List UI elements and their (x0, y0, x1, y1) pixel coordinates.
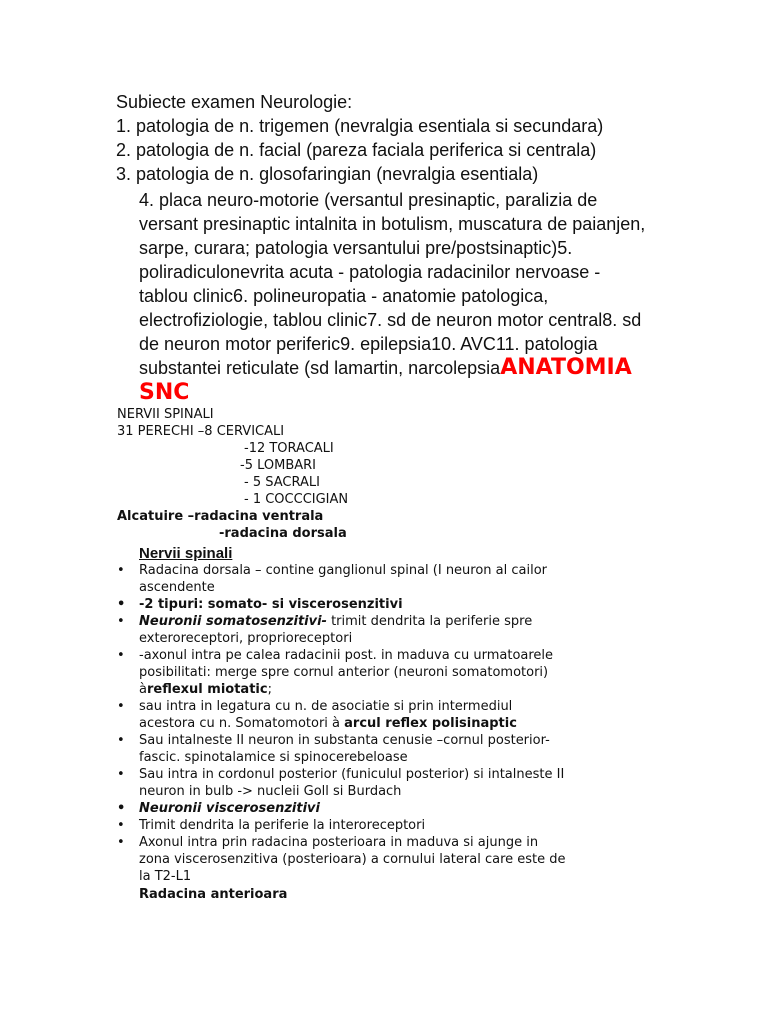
bullet-line: neuron in bulb -> nucleii Goll si Burdach (139, 784, 402, 799)
dorsala-line: -radacina dorsala (219, 526, 347, 541)
bullet-item (139, 834, 659, 885)
bullet-line (139, 613, 659, 630)
bullet-icon: • (117, 835, 125, 850)
bullet-line: zona viscerosenzitiva (posterioara) a cornului lateral care este de (139, 852, 566, 867)
topics-paragraph (139, 188, 659, 380)
bullet-line (139, 715, 659, 732)
bullet-line: Axonul intra prin radacina posterioara in maduva si ajunge in (139, 835, 539, 850)
bullet-icon: • (117, 767, 125, 782)
bullet-item (139, 800, 659, 817)
bullet-icon: • (117, 733, 125, 748)
topic-2: 2. patologia de n. facial (pareza faciala periferica si centrala) (116, 140, 597, 160)
exam-title: Subiecte examen Neurologie: (116, 92, 353, 112)
toracali-line: -12 TORACALI (244, 441, 334, 456)
bullet-line: Radacina dorsala – contine ganglionul spinal (I neuron al cailor (139, 563, 548, 578)
bold-term: arcul reflex polisinaptic (344, 716, 517, 731)
bullet-icon: • (117, 801, 126, 816)
paragraph-line: versant presinaptic intalnita in botulism, muscatura de paianjen, (139, 214, 646, 234)
topic-3: 3. patologia de n. glosofaringian (nevralgia esentiala) (116, 164, 539, 184)
sacrali-line: - 5 SACRALI (244, 475, 320, 490)
bullet-line: -axonul intra pe calea radacinii post. in maduva cu urmatoarele (139, 648, 554, 663)
bullet-icon: • (117, 563, 125, 578)
bullet-line: -2 tipuri: somato- si viscerosenzitivi (139, 597, 403, 612)
bullet-line: Trimit dendrita la periferie la interoreceptori (139, 818, 426, 833)
bullet-line (139, 681, 659, 698)
coccigian-line: - 1 COCCCIGIAN (244, 492, 349, 507)
bullet-item (139, 732, 659, 766)
nervii-spinali-subheading: Nervii spinali (139, 545, 233, 562)
anatomia-heading: ANATOMIA (500, 355, 632, 380)
bullet-line: sau intra in legatura cu n. de asociatie si prin intermediul (139, 699, 513, 714)
snc-heading: SNC (139, 380, 190, 405)
bullet-item (139, 613, 659, 647)
paragraph-line (139, 356, 659, 380)
bullet-item (139, 562, 659, 596)
paragraph-line: electrofiziologie, tablou clinic7. sd de neuron motor central8. sd (139, 310, 642, 330)
bullet-line: ascendente (139, 580, 215, 595)
bullet-line: Sau intalneste II neuron in substanta cenusie –cornul posterior- (139, 733, 550, 748)
paragraph-line: tablou clinic6. polineuropatia - anatomie patologica, (139, 286, 549, 306)
lombari-line: -5 LOMBARI (240, 458, 317, 473)
paragraph-last-text: substantei reticulate (sd lamartin, narcolepsia (139, 358, 501, 378)
alcatuire-line: Alcatuire –radacina ventrala (117, 509, 324, 524)
exam-topics (116, 90, 656, 380)
bullet-line: posibilitati: merge spre cornul anterior (neuroni somatomotori) (139, 665, 549, 680)
bullet-text: acestora cu n. Somatomotori à (139, 716, 345, 731)
bullet-text: ; (267, 682, 272, 697)
paragraph-line: sarpe, curara; patologia versantului pre/postsinaptic)5. (139, 238, 573, 258)
bullet-item (139, 647, 659, 698)
radacina-anterioara-heading: Radacina anterioara (139, 887, 288, 902)
bullet-icon: • (117, 614, 125, 629)
bullet-line: la T2-L1 (139, 869, 192, 884)
bullet-item (139, 817, 659, 834)
bullet-icon: • (117, 818, 125, 833)
bullet-icon: • (117, 597, 126, 612)
bullet-item (139, 698, 659, 732)
bullet-item (139, 766, 659, 800)
bullet-icon: • (117, 699, 125, 714)
pairs-line: 31 PERECHI –8 CERVICALI (117, 424, 285, 439)
bullet-text: trimit dendrita la periferie spre (326, 614, 533, 629)
bullet-line: fascic. spinotalamice si spinocerebeloase (139, 750, 408, 765)
bullet-line: Sau intra in cordonul posterior (funiculul posterior) si intalneste II (139, 767, 565, 782)
bullet-line: Neuronii viscerosenzitivi (139, 801, 320, 816)
paragraph-line: poliradiculonevrita acuta - patologia radacinilor nervoase - (139, 262, 601, 282)
bold-term: Neuronii somatosenzitivi- (139, 614, 327, 629)
bullet-item (139, 596, 659, 613)
paragraph-line: 4. placa neuro-motorie (versantul presinaptic, paralizia de (139, 190, 598, 210)
section-heading: NERVII SPINALI (117, 407, 214, 422)
topic-1: 1. patologia de n. trigemen (nevralgia esentiala si secundara) (116, 116, 604, 136)
arrow-glyph: à (139, 682, 147, 697)
bullet-icon: • (117, 648, 125, 663)
bold-term: reflexul miotatic (146, 682, 268, 697)
bullet-line: exteroreceptori, proprioreceptori (139, 631, 353, 646)
paragraph-line: de neuron motor periferic9. epilepsia10. AVC11. patologia (139, 334, 598, 354)
